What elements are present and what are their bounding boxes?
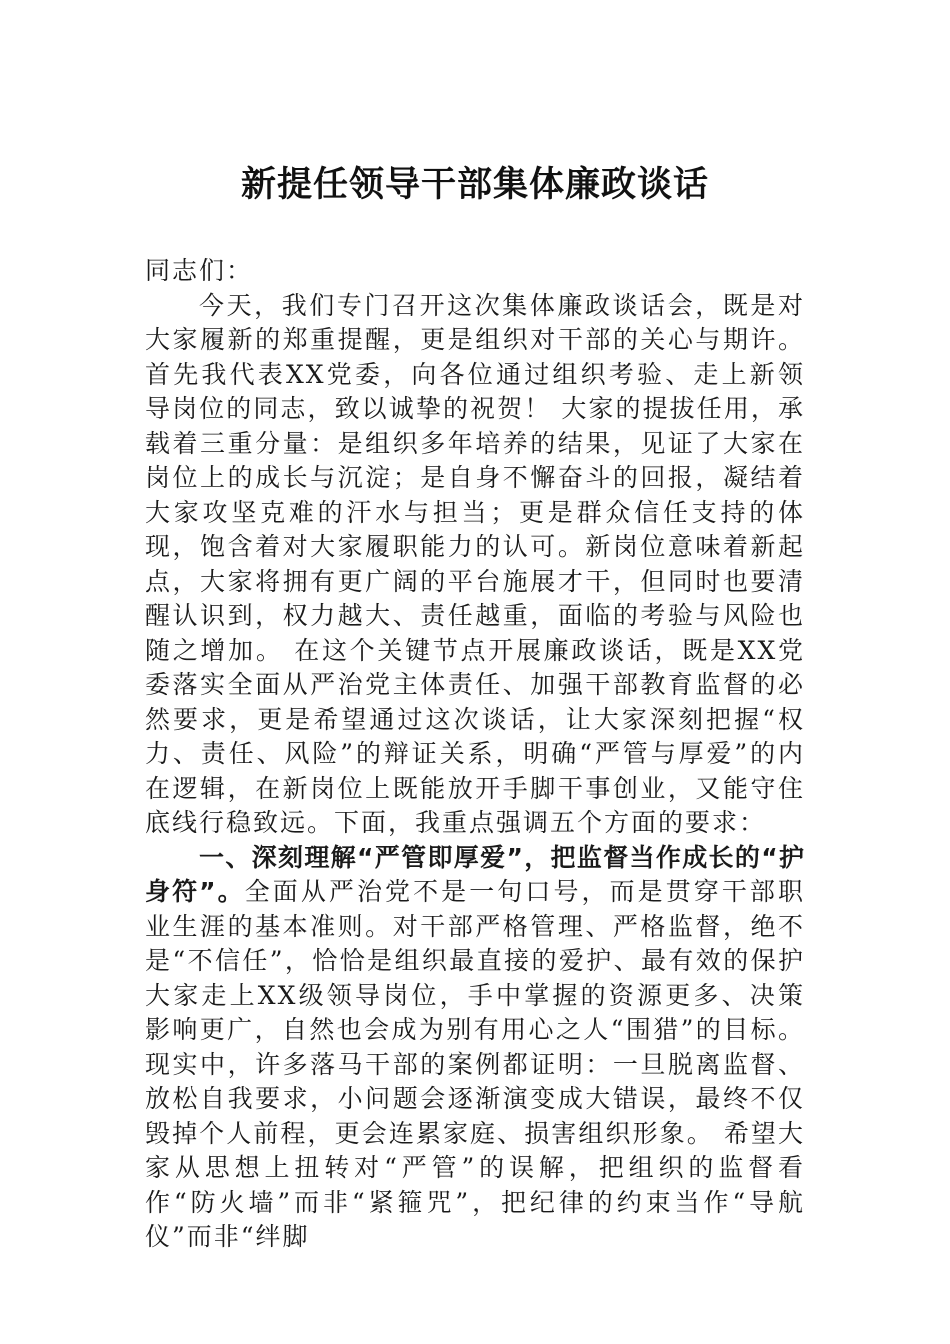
paragraph-section-1 xyxy=(145,841,805,1255)
document-body xyxy=(145,254,805,1255)
salutation: 同志们： xyxy=(145,256,254,285)
section-1-heading: 一、深刻理解“严管即厚爱”，把监督当作成长的“护身符”。 xyxy=(145,842,805,906)
paragraph-intro: 今天，我们专门召开这次集体廉政谈话会，既是对大家履新的郑重提醒，更是组织对干部的关心与期许。首先我代表XX党委，向各位通过组织考验、走上新领导岗位的同志，致以诚挚的祝贺！ 大家的提拔任用，承载着三重分量：是组织多年培养的结果，见证了大家在岗位上的成长与沉淀；是自身不懈奋斗的回报，凝结着大家攻坚克难的汗水与担当；更是群众信任支持的体现，饱含着对大家履职能力的认可。新岗位意味着新起点，大家将拥有更广阔的平台施展才干，但同时也要清醒认识到，权力越大、责任越重，面临的考验与风险也随之增加。 在这个关键节点开展廉政谈话，既是XX党委落实全面从严治党主体责任、加强干部教育监督的必然要求，更是希望通过这次谈话，让大家深刻把握“权力、责任、风险”的辩证关系，明确“严管与厚爱”的内在逻辑，在新岗位上既能放开手脚干事创业，又能守住底线行稳致远。下面，我重点强调五个方面的要求： xyxy=(145,290,805,837)
section-1-text: 全面从严治党不是一句口号，而是贯穿干部职业生涯的基本准则。对干部严格管理、严格监督，绝不是“不信任”，恰恰是组织最直接的爱护、最有效的保护大家走上XX级领导岗位，手中掌握的资源更多、决策影响更广，自然也会成为别有用心之人“围猎”的目标。现实中，许多落马干部的案例都证明：一旦脱离监督、放松自我要求，小问题会逐渐演变成大错误，最终不仅毁掉个人前程，更会连累家庭、损害组织形象。 希望大家从思想上扭转对“严管”的误解，把组织的监督看作“防火墙”而非“紧箍咒”，把纪律的约束当作“导航仪”而非“绊脚 xyxy=(145,877,805,1251)
document-title: 新提任领导干部集体廉政谈话 xyxy=(240,164,709,205)
